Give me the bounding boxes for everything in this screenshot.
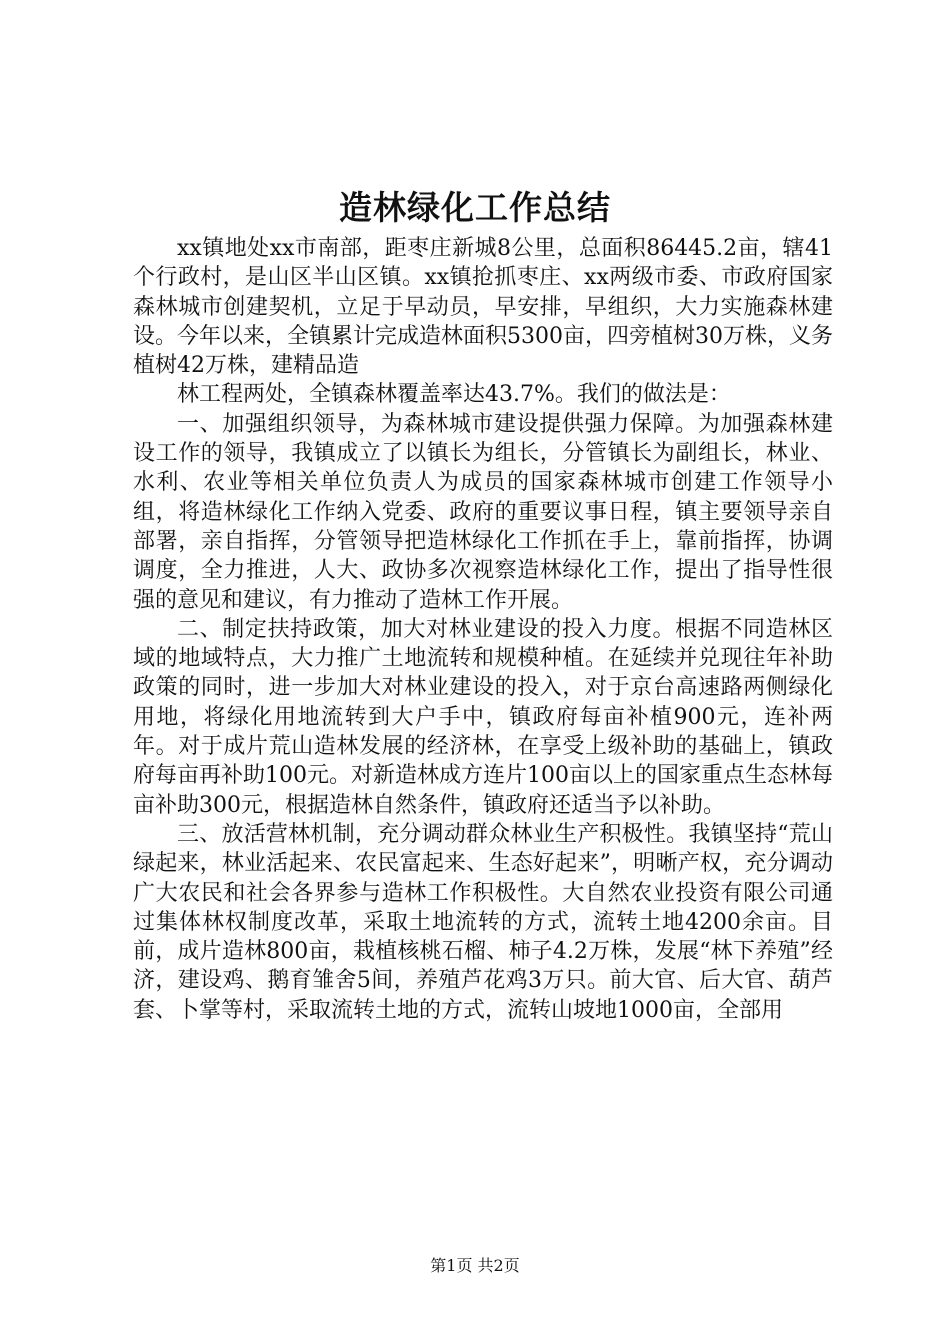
paragraph-continuation: 林工程两处，全镇森林覆盖率达43.7%。我们的做法是：	[177, 382, 731, 408]
paragraph-section-3: 三、放活营林机制，充分调动群众林业生产积极性。我镇坚持“荒山绿起来，林业活起来、农民富起来、生态好起来”，明晰产权，充分调动广大农民和社会各界参与造林工作积极性。大自然农业投资有限公司通过集体林权制度改革，采取土地流转的方式，流转土地4200余亩。目前，成片造林800亩，栽植核桃石榴、柿子4.2万株，发展“林下养殖”经济，建设鸡、鹅育雏舍5间，养殖芦花鸡3万只。前大官、后大官、葫芦套、卜掌等村，采取流转土地的方式，流转山坡地1000亩，全部用	[133, 821, 833, 1023]
document-title: 造林绿化工作总结	[339, 188, 611, 227]
paragraph-section-2: 二、制定扶持政策，加大对林业建设的投入力度。根据不同造林区域的地域特点，大力推广土地流转和规模种植。在延续并兑现往年补助政策的同时，进一步加大对林业建设的投入，对于京台高速路两侧绿化用地，将绿化用地流转到大户手中，镇政府每亩补植900元，连补两年。对于成片荒山造林发展的经济林，在享受上级补助的基础上，镇政府每亩再补助100元。对新造林成方连片100亩以上的国家重点生态林每亩补助300元，根据造林自然条件，镇政府还适当予以补助。	[133, 616, 833, 818]
page-number-footer: 第1页 共2页	[430, 1256, 520, 1275]
document-body	[133, 234, 833, 1025]
paragraph-section-1: 一、加强组织领导，为森林城市建设提供强力保障。为加强森林建设工作的领导，我镇成立了以镇长为组长，分管镇长为副组长，林业、水利、农业等相关单位负责人为成员的国家森林城市创建工作领导小组，将造林绿化工作纳入党委、政府的重要议事日程，镇主要领导亲自部署，亲自指挥，分管领导把造林绿化工作抓在手上，靠前指挥，协调调度，全力推进，人大、政协多次视察造林绿化工作，提出了指导性很强的意见和建议，有力推动了造林工作开展。	[133, 411, 833, 613]
paragraph-intro: xx镇地处xx市南部，距枣庄新城8公里，总面积86445.2亩，辖41个行政村，是山区半山区镇。xx镇抢抓枣庄、xx两级市委、市政府国家森林城市创建契机，立足于早动员，早安排，早组织，大力实施森林建设。今年以来，全镇累计完成造林面积5300亩，四旁植树30万株，义务植树42万株，建精品造	[133, 236, 833, 379]
